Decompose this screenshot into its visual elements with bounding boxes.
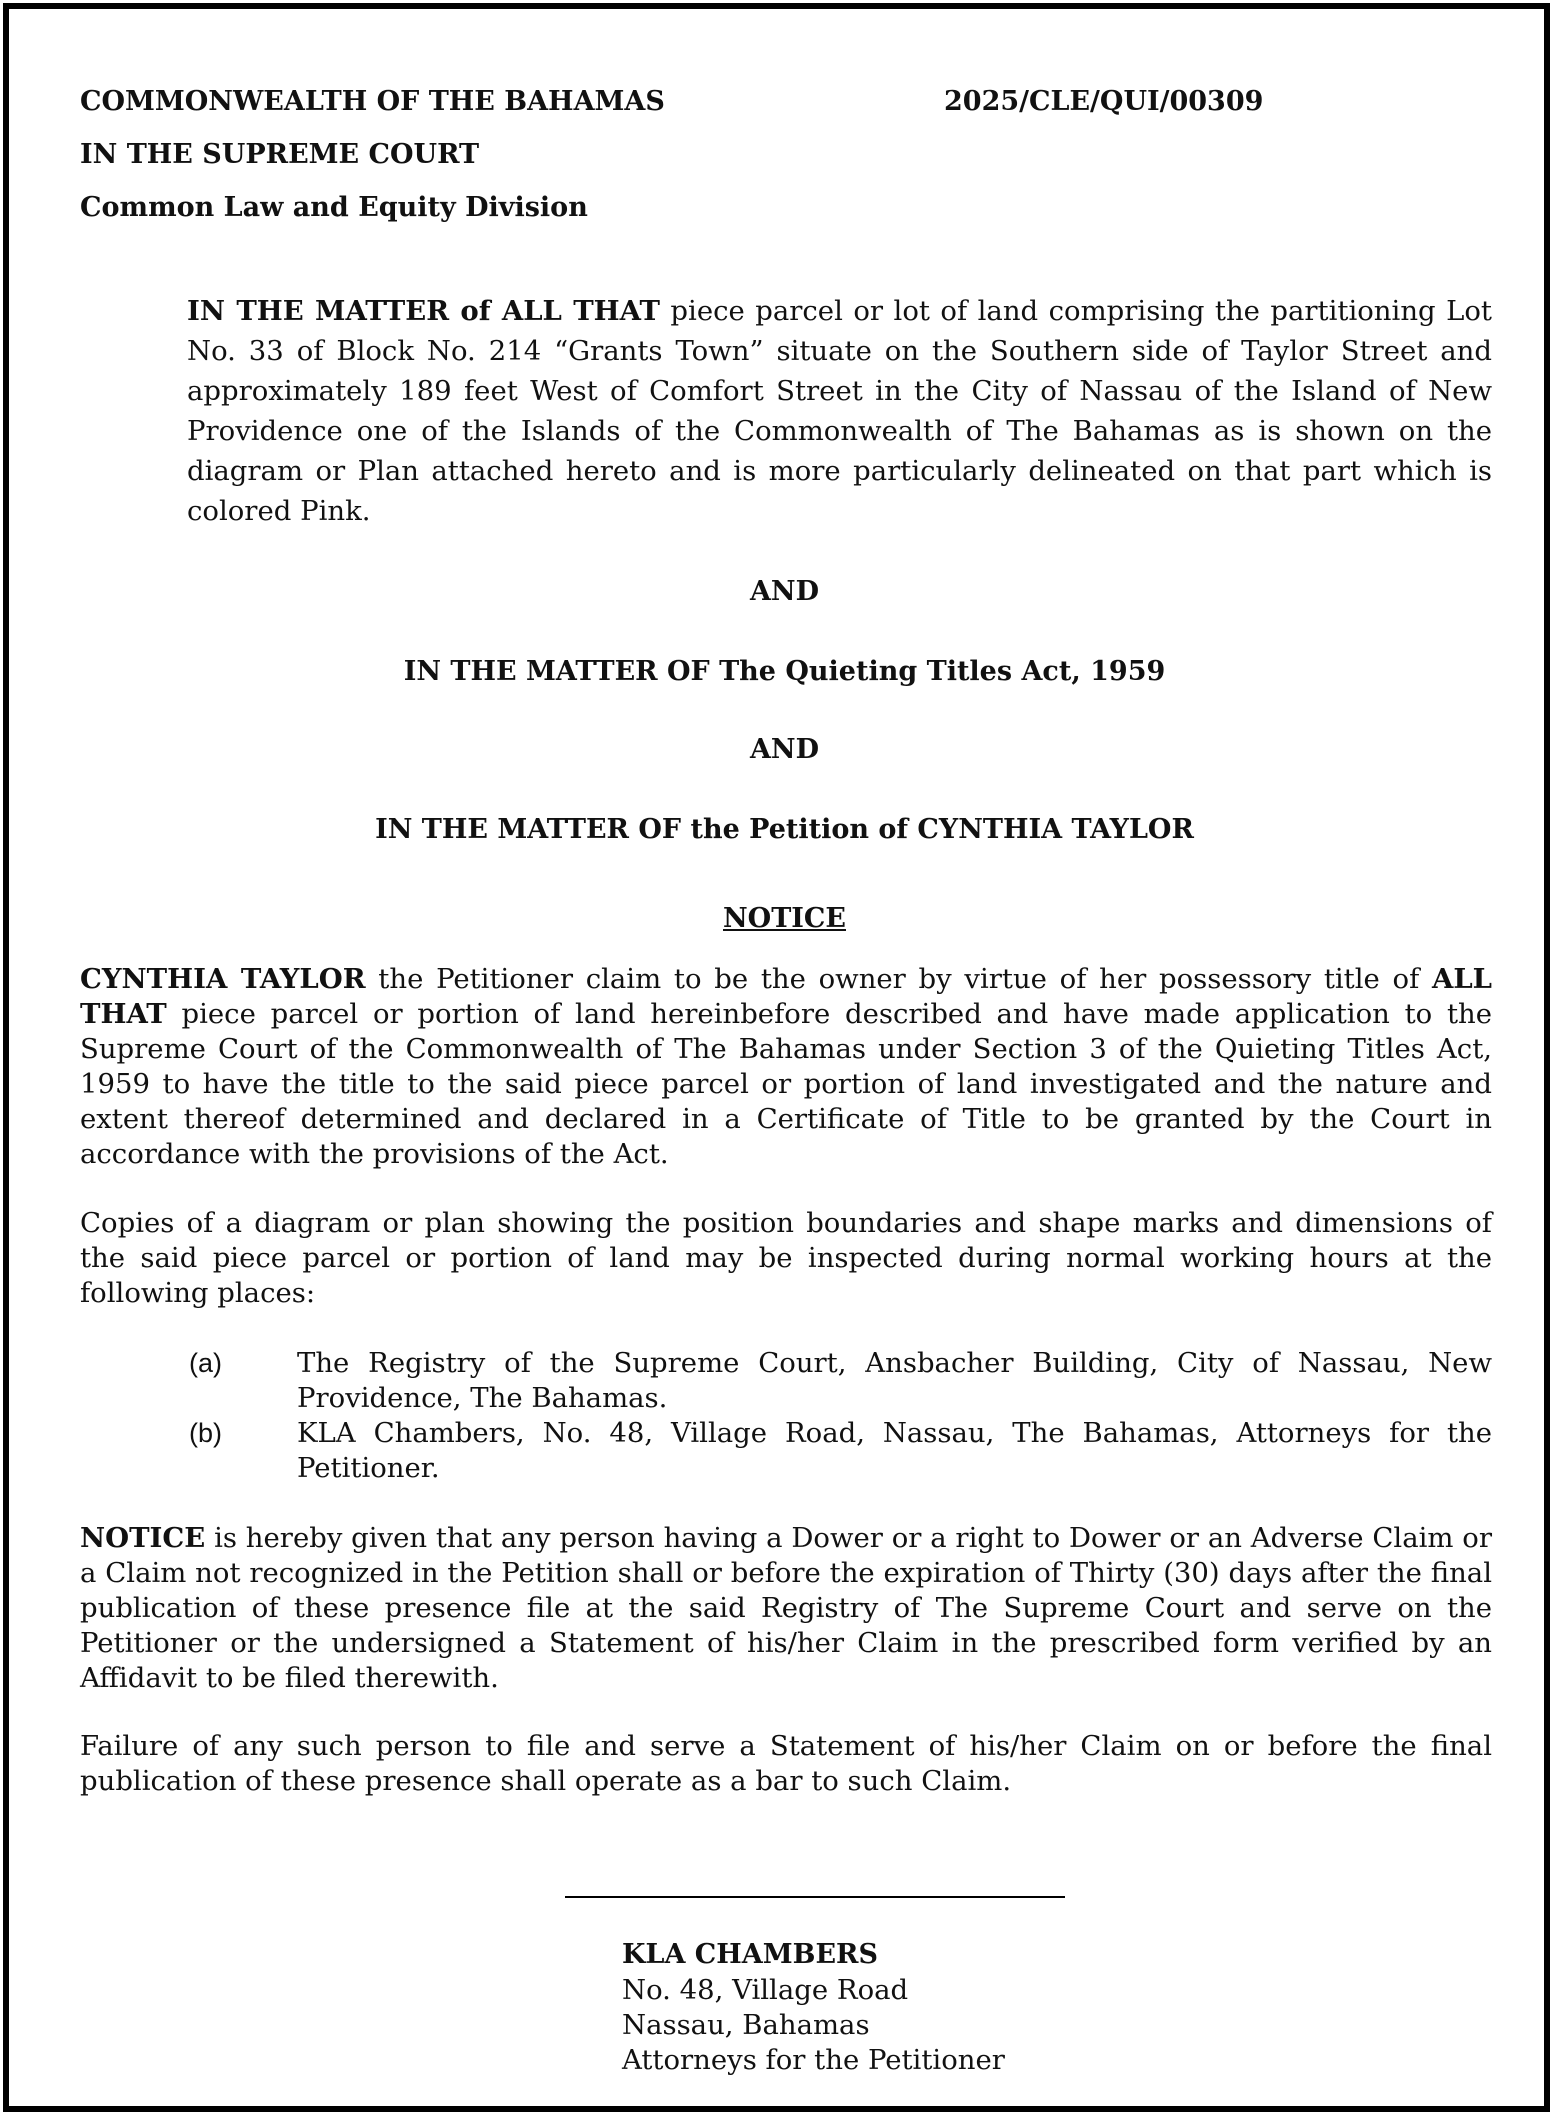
place-b-text: KLA Chambers, No. 48, Village Road, Nassau, The Bahamas, Attorneys for the Petitioner. (297, 1417, 1492, 1484)
notice-paragraph-2: Copies of a diagram or plan showing the position boundaries and shape marks and dimensions of the said piece parcel or portion of land may be inspected during normal working hours at the following places: (80, 1207, 1492, 1309)
and-separator-2: AND (749, 734, 820, 765)
matter-land-text: piece parcel or lot of land comprising the partitioning Lot No. 33 of Block No. 214 “Grants Town” situate on the Southern side of Taylor Street and approximately 189 feet West of Comfort Street in the City of Nassau of the Island of New Providence one of the Islands of the Commonwealth of The Bahamas as is shown on the diagram or Plan attached hereto and is more particularly delineated on that part which is colored Pink. (187, 295, 1492, 527)
paragraph-1-text-a: the Petitioner claim to be the owner by virtue of her possessory title of (365, 963, 1432, 995)
matter-petition-heading: IN THE MATTER OF the Petition of CYNTHIA TAYLOR (375, 814, 1194, 845)
place-b-letter: (b) (189, 1418, 222, 1448)
signature-address-2: Nassau, Bahamas (622, 2009, 870, 2041)
notice-title: NOTICE (723, 903, 846, 934)
paragraph-1-text-b: piece parcel or portion of land hereinbefore described and have made application to the Supreme Court of the Commonwealth of The Bahamas under Section 3 of the Quieting Titles Act, 1959 to have the title to the said piece parcel or portion of land investigated and the nature and extent thereof determined and declared in a Certificate of Title to be granted by the Court in accordance with the provisions of the Act. (80, 998, 1492, 1170)
paragraph-3-lead: NOTICE (80, 1522, 206, 1554)
notice-paragraph-3 (80, 1521, 1492, 1696)
signature-firm: KLA CHAMBERS (622, 1939, 878, 1970)
and-separator-1: AND (749, 576, 820, 607)
court-heading: IN THE SUPREME COURT (80, 139, 480, 170)
signature-role: Attorneys for the Petitioner (622, 2044, 1005, 2076)
place-a-text: The Registry of the Supreme Court, Ansbacher Building, City of Nassau, New Providence, The Bahamas. (297, 1347, 1492, 1414)
petitioner-name: CYNTHIA TAYLOR (80, 963, 366, 995)
country-heading: COMMONWEALTH OF THE BAHAMAS (80, 86, 665, 117)
document-page (3, 3, 1550, 2112)
signature-line (565, 1896, 1065, 1898)
paragraph-3-text: is hereby given that any person having a Dower or a right to Dower or an Adverse Claim or a Claim not recognized in the Petition shall or before the expiration of Thirty (30) days after the final publication of these presence file at the said Registry of The Supreme Court and serve on the Petitioner or the undersigned a Statement of his/her Claim in the prescribed form verified by an Affidavit to be filed therewith. (80, 1522, 1492, 1694)
case-number: 2025/CLE/QUI/00309 (944, 86, 1264, 117)
notice-paragraph-4: Failure of any such person to file and serve a Statement of his/her Claim on or before the final publication of these presence shall operate as a bar to such Claim. (80, 1730, 1492, 1797)
place-a-letter: (a) (189, 1348, 222, 1378)
notice-paragraph-1 (80, 962, 1492, 1172)
division-heading: Common Law and Equity Division (80, 192, 588, 223)
paragraph-1-all-that: ALL THAT (80, 963, 1492, 1030)
matter-land-lead: IN THE MATTER of ALL THAT (187, 295, 660, 327)
signature-address-1: No. 48, Village Road (622, 1974, 909, 2006)
matter-act-heading: IN THE MATTER OF The Quieting Titles Act, 1959 (403, 656, 1166, 687)
matter-land-paragraph (187, 291, 1492, 531)
